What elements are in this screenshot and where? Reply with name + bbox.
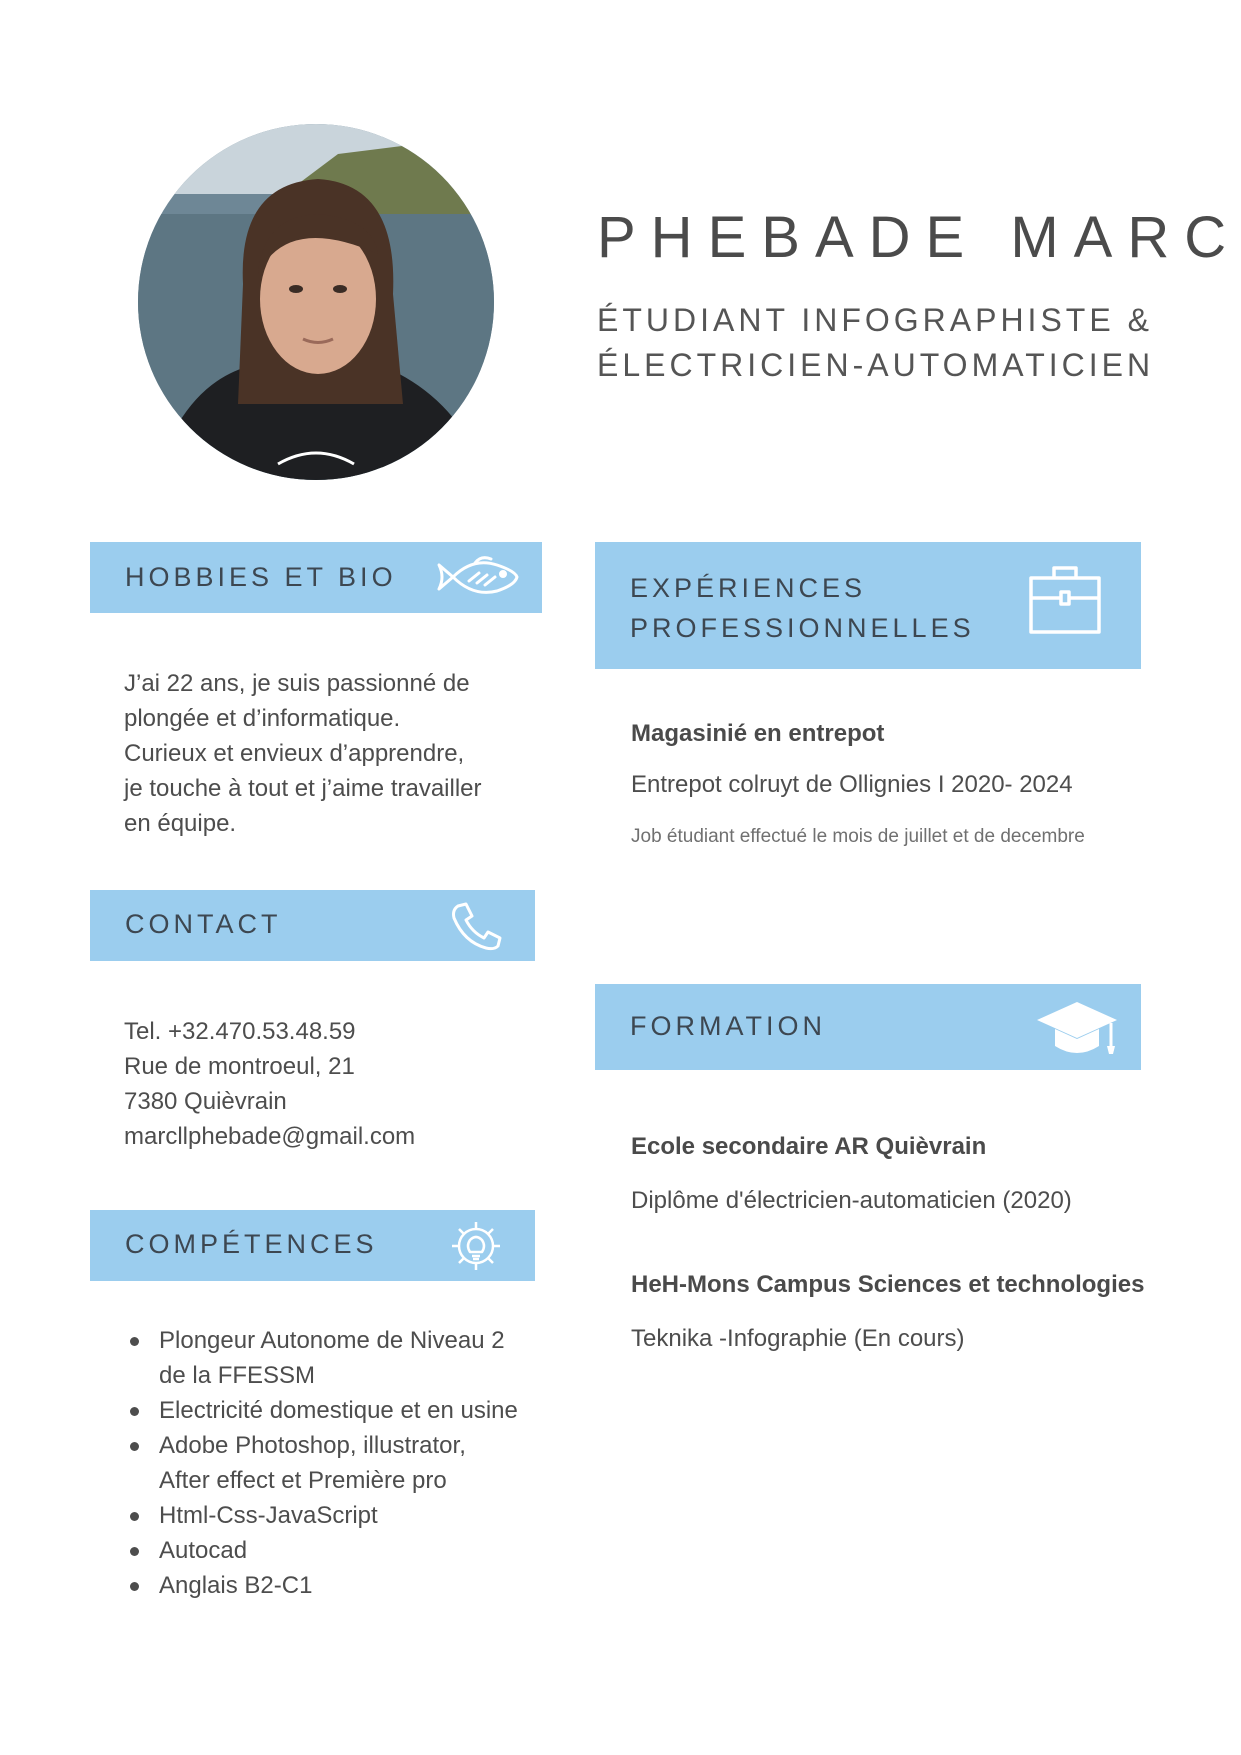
bio-line: en équipe. — [124, 810, 237, 837]
title-line-1: ÉTUDIANT INFOGRAPHISTE & — [597, 302, 1153, 338]
phone-icon — [450, 902, 502, 957]
school-detail: Diplôme d'électricien-automaticien (2020) — [631, 1187, 1072, 1214]
job-title: Magasinié en entrepot — [631, 720, 885, 747]
bio-line: Curieux et envieux d’apprendre, — [124, 740, 465, 767]
school-detail: Teknika -Infographie (En cours) — [631, 1325, 965, 1352]
skill-item: Anglais B2-C1 — [124, 1568, 534, 1603]
job-place: Entrepot colruyt de Ollignies I 2020- 2024 — [631, 771, 1073, 798]
contact-email: marcllphebade@gmail.com — [124, 1123, 416, 1150]
contact-heading: CONTACT — [125, 909, 282, 939]
experience-heading-line-1: EXPÉRIENCES — [630, 573, 867, 603]
skill-item: Electricité domestique et en usine — [124, 1393, 534, 1428]
experience-heading — [630, 568, 975, 648]
skills-heading: COMPÉTENCES — [125, 1229, 378, 1259]
bio-text — [124, 666, 482, 841]
title-line-2: ÉLECTRICIEN-AUTOMATICIEN — [597, 347, 1155, 383]
contact-header — [90, 890, 535, 961]
contact-city: 7380 Quièvrain — [124, 1088, 287, 1115]
skill-item: Autocad — [124, 1533, 534, 1568]
bio-line: J’ai 22 ans, je suis passionné de — [124, 670, 470, 697]
fish-icon — [435, 553, 519, 606]
experience-header — [595, 542, 1141, 669]
graduation-cap-icon — [1035, 998, 1119, 1065]
skills-header — [90, 1210, 535, 1281]
candidate-title — [597, 298, 1154, 388]
skill-item: Plongeur Autonome de Niveau 2 de la FFESSM — [124, 1323, 534, 1393]
skill-item: Html-Css-JavaScript — [124, 1498, 534, 1533]
hobbies-heading: HOBBIES ET BIO — [125, 562, 397, 592]
education-header — [595, 984, 1141, 1070]
skill-item: Adobe Photoshop, illustrator, After effect et Première pro — [124, 1428, 499, 1498]
profile-photo — [138, 124, 494, 480]
school-name: Ecole secondaire AR Quièvrain — [631, 1133, 987, 1160]
education-heading: FORMATION — [630, 1011, 826, 1041]
contact-phone: Tel. +32.470.53.48.59 — [124, 1018, 356, 1045]
candidate-name: PHEBADE MARC — [597, 205, 1241, 270]
bio-line: plongée et d’informatique. — [124, 705, 401, 732]
job-note: Job étudiant effectué le mois de juillet et de decembre — [631, 826, 1085, 847]
school-name: HeH-Mons Campus Sciences et technologies — [631, 1271, 1145, 1298]
hobbies-header — [90, 542, 542, 613]
bio-line: je touche à tout et j’aime travailler — [124, 775, 482, 802]
gear-bulb-icon — [450, 1220, 502, 1277]
contact-street: Rue de montroeul, 21 — [124, 1053, 355, 1080]
briefcase-icon — [1028, 562, 1102, 641]
contact-details — [124, 1014, 415, 1154]
experience-heading-line-2: PROFESSIONNELLES — [630, 613, 975, 643]
skills-list — [124, 1323, 534, 1603]
